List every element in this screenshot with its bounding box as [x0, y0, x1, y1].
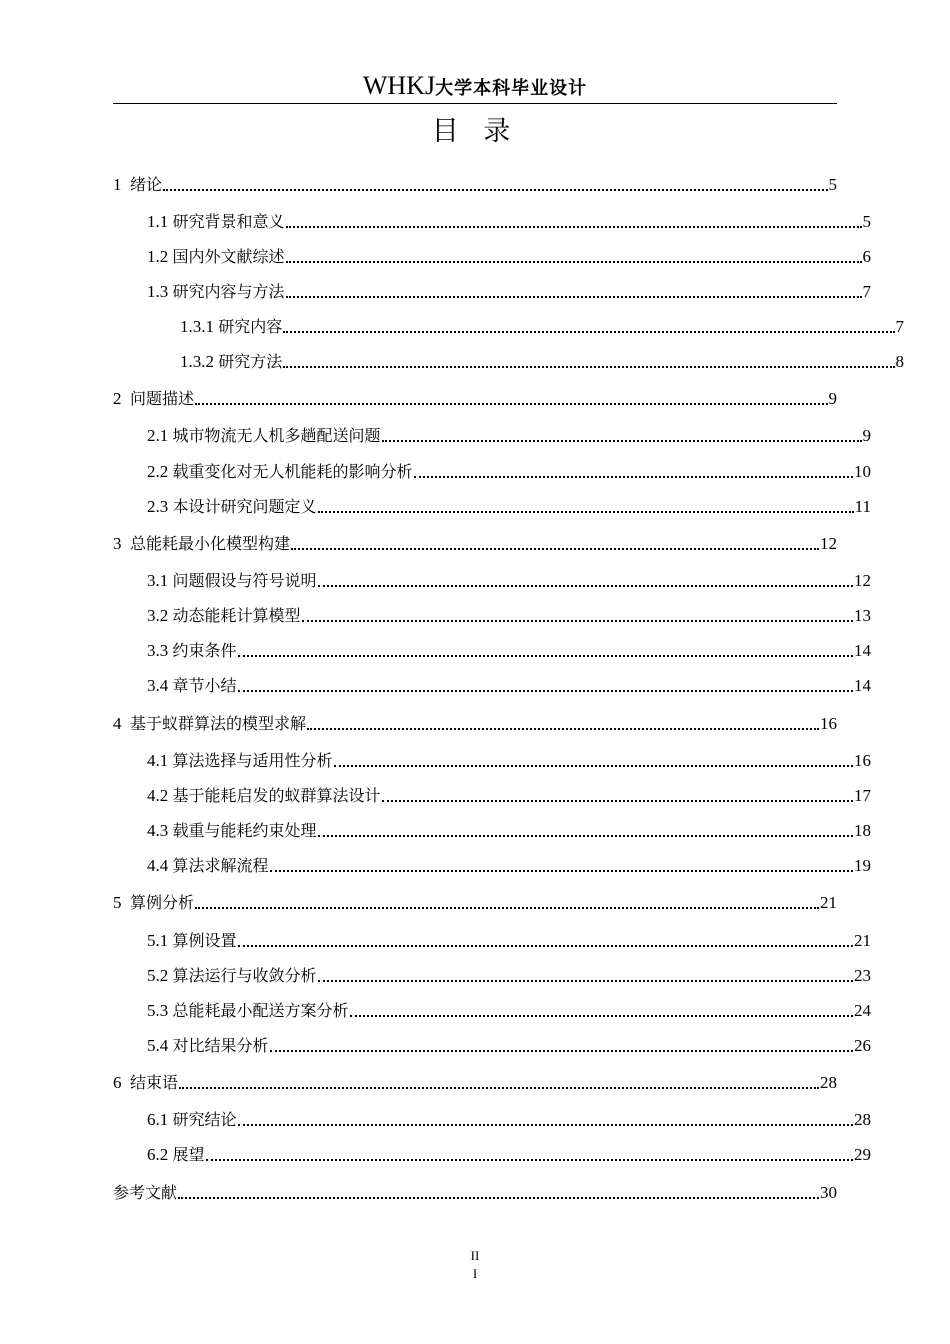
- toc-title: 目 录: [431, 116, 519, 147]
- toc-dot-leader: [414, 476, 853, 478]
- toc-entry-number: 5.4: [147, 1036, 173, 1055]
- toc-entry-page: 9: [828, 389, 837, 408]
- toc-entry-page: 19: [854, 856, 871, 875]
- toc-entry-number: 1.3: [147, 282, 173, 301]
- toc-entry-number: 6.1: [147, 1110, 173, 1129]
- toc-entry[interactable]: [113, 494, 871, 518]
- toc-dot-leader: [286, 261, 862, 263]
- toc-entry-number: 3.2: [147, 606, 173, 625]
- toc-entry-page: 30: [820, 1183, 837, 1202]
- toc-entry-label: 算例设置: [172, 931, 237, 950]
- header-latin: WHKJ: [362, 71, 436, 100]
- toc-entry[interactable]: [113, 748, 871, 772]
- toc-entry[interactable]: [113, 423, 871, 447]
- toc-entry[interactable]: [113, 1180, 837, 1204]
- toc-entry-page: 13: [854, 606, 871, 625]
- toc-entry-label: 基于蚁群算法的模型求解: [130, 714, 307, 733]
- toc-dot-leader: [270, 870, 853, 872]
- toc-entry-page: 16: [820, 714, 837, 733]
- toc-entry-page: 23: [854, 966, 871, 985]
- toc-entry-label: 问题假设与符号说明: [172, 571, 317, 590]
- toc-entry-number: 6.2: [147, 1145, 173, 1164]
- toc-entry-number: 3: [113, 534, 130, 553]
- toc-entry-page: 14: [854, 641, 871, 660]
- toc-entry[interactable]: [113, 963, 871, 987]
- toc-entry-label: 结束语: [130, 1073, 179, 1092]
- toc-entry-number: 4.4: [147, 856, 173, 875]
- toc-entry-label: 载重与能耗约束处理: [172, 821, 317, 840]
- toc-entry[interactable]: [113, 928, 871, 952]
- toc-entry[interactable]: [113, 711, 837, 735]
- toc-entry[interactable]: [113, 244, 871, 268]
- toc-entry-number: 2.1: [147, 426, 173, 445]
- toc-entry-label: 载重变化对无人机能耗的影响分析: [172, 462, 413, 481]
- header-title: [363, 72, 587, 103]
- toc-dot-leader: [179, 1087, 819, 1089]
- toc-entry-label: 算例分析: [130, 893, 195, 912]
- toc-entry-number: 1.3.2: [180, 352, 219, 371]
- toc-dot-leader: [286, 296, 862, 298]
- toc-entry-label: 算法求解流程: [172, 856, 269, 875]
- toc-entry-number: 5.1: [147, 931, 173, 950]
- toc-dot-leader: [178, 1197, 819, 1199]
- footer-page-number-secondary: I: [472, 1266, 478, 1281]
- toc-entry-page: 9: [862, 426, 871, 445]
- toc-entry[interactable]: [113, 209, 871, 233]
- toc-entry-number: 3.3: [147, 641, 173, 660]
- toc-entry-number: 3.4: [147, 676, 173, 695]
- toc-entry-label: 本设计研究问题定义: [172, 497, 317, 516]
- toc-entry-page: 21: [854, 931, 871, 950]
- toc-dot-leader: [283, 366, 894, 368]
- toc-entry-label: 问题描述: [130, 389, 195, 408]
- toc-dot-leader: [238, 655, 853, 657]
- toc-entry-number: 5.3: [147, 1001, 173, 1020]
- toc-entry-label: 城市物流无人机多趟配送问题: [172, 426, 381, 445]
- toc-entry-page: 28: [820, 1073, 837, 1092]
- toc-entry-label: 总能耗最小配送方案分析: [172, 1001, 349, 1020]
- toc-dot-leader: [238, 945, 853, 947]
- toc-entry-page: 21: [820, 893, 837, 912]
- toc-entry-number: 2: [113, 389, 130, 408]
- toc-entry[interactable]: [113, 853, 871, 877]
- toc-entry-page: 5: [828, 175, 837, 194]
- toc-entry[interactable]: [113, 1070, 837, 1094]
- toc-entry-label: 绪论: [130, 175, 163, 194]
- toc-dot-leader: [238, 1124, 853, 1126]
- toc-dot-leader: [238, 690, 853, 692]
- toc-entry[interactable]: [113, 673, 871, 697]
- toc-dot-leader: [334, 765, 853, 767]
- toc-entry[interactable]: [113, 1033, 871, 1057]
- toc-entry-page: 17: [854, 786, 871, 805]
- toc-entry-label: 算法运行与收敛分析: [172, 966, 317, 985]
- toc-entry-page: 24: [854, 1001, 871, 1020]
- toc-entry-number: 1.2: [147, 247, 173, 266]
- toc-entry-label: 章节小结: [172, 676, 237, 695]
- toc-entry-label: 研究内容与方法: [172, 282, 285, 301]
- toc-dot-leader: [382, 800, 853, 802]
- toc-dot-leader: [307, 728, 819, 730]
- toc-entry[interactable]: [113, 998, 871, 1022]
- toc-entry-number: 1.3.1: [180, 317, 219, 336]
- toc-entry[interactable]: [113, 279, 871, 303]
- toc-entry-number: 4.3: [147, 821, 173, 840]
- toc-entry[interactable]: [113, 818, 871, 842]
- toc-entry-number: 1.1: [147, 212, 173, 231]
- toc-dot-leader: [283, 331, 894, 333]
- toc-entry-page: 5: [862, 212, 871, 231]
- toc-entry-number: 3.1: [147, 571, 173, 590]
- page-header: [113, 66, 837, 104]
- toc-entry-number: 2.3: [147, 497, 173, 516]
- toc-entry-page: 8: [895, 352, 904, 371]
- toc-entry[interactable]: [113, 1142, 871, 1166]
- toc-entry-number: 2.2: [147, 462, 173, 481]
- toc-entry-page: 14: [854, 676, 871, 695]
- toc-dot-leader: [318, 585, 853, 587]
- toc-dot-leader: [382, 440, 862, 442]
- toc-entry[interactable]: [113, 349, 904, 373]
- toc-entry-page: 18: [854, 821, 871, 840]
- toc-dot-leader: [286, 226, 862, 228]
- toc-entry-page: 11: [854, 497, 871, 516]
- toc-entry-label: 约束条件: [172, 641, 237, 660]
- toc-entry[interactable]: [113, 638, 871, 662]
- footer-page-number: II: [470, 1248, 480, 1263]
- toc-entry-page: 6: [862, 247, 871, 266]
- toc-entry-label: 国内外文献综述: [172, 247, 285, 266]
- toc-entry-page: 28: [854, 1110, 871, 1129]
- toc-entry-label: 基于能耗启发的蚁群算法设计: [172, 786, 381, 805]
- toc-dot-leader: [195, 907, 819, 909]
- toc-entry-label: 算法选择与适用性分析: [172, 751, 333, 770]
- toc-dot-leader: [270, 1050, 853, 1052]
- toc-entry-label: 研究背景和意义: [172, 212, 285, 231]
- toc-entry-page: 7: [862, 282, 871, 301]
- toc-entry-page: 12: [854, 571, 871, 590]
- toc-dot-leader: [302, 620, 853, 622]
- toc-entry[interactable]: [113, 1107, 871, 1131]
- toc-entry[interactable]: [113, 172, 837, 196]
- toc-entry-page: 26: [854, 1036, 871, 1055]
- toc-entry[interactable]: [113, 890, 837, 914]
- toc-dot-leader: [291, 548, 819, 550]
- toc-entry-number: 5.2: [147, 966, 173, 985]
- toc-entry-label: 对比结果分析: [172, 1036, 269, 1055]
- toc-dot-leader: [195, 403, 827, 405]
- toc-entry[interactable]: [113, 314, 904, 338]
- toc-entry-number: 4.2: [147, 786, 173, 805]
- toc-dot-leader: [350, 1015, 853, 1017]
- toc-entry[interactable]: [113, 783, 871, 807]
- toc-entry-page: 12: [820, 534, 837, 553]
- toc-dot-leader: [206, 1159, 853, 1161]
- toc-entry-number: 5: [113, 893, 130, 912]
- toc-dot-leader: [163, 189, 827, 191]
- toc-entry[interactable]: [113, 386, 837, 410]
- toc-entry-page: 29: [854, 1145, 871, 1164]
- toc-entry-label: 展望: [172, 1145, 205, 1164]
- toc-entry-label: 参考文献: [113, 1183, 178, 1202]
- toc-entry-label: 研究方法: [218, 352, 283, 371]
- toc-entry-number: 1: [113, 175, 130, 194]
- toc-entry[interactable]: [113, 531, 837, 555]
- toc-entry-number: 4.1: [147, 751, 173, 770]
- toc-entry-label: 研究结论: [172, 1110, 237, 1129]
- toc-dot-leader: [318, 511, 854, 513]
- toc-entry-page: 7: [895, 317, 904, 336]
- toc-entry-page: 10: [854, 462, 871, 481]
- toc-entry-label: 研究内容: [218, 317, 283, 336]
- toc-dot-leader: [318, 980, 853, 982]
- toc-entry-number: 6: [113, 1073, 130, 1092]
- toc-dot-leader: [318, 835, 853, 837]
- toc-entry[interactable]: [113, 459, 871, 483]
- toc-entry-label: 动态能耗计算模型: [172, 606, 301, 625]
- toc-entry-number: 4: [113, 714, 130, 733]
- toc-entry[interactable]: [113, 568, 871, 592]
- toc-entry-label: 总能耗最小化模型构建: [130, 534, 291, 553]
- toc-entry-page: 16: [854, 751, 871, 770]
- header-cjk: 大学本科毕业设计: [435, 78, 588, 99]
- toc-entry[interactable]: [113, 603, 871, 627]
